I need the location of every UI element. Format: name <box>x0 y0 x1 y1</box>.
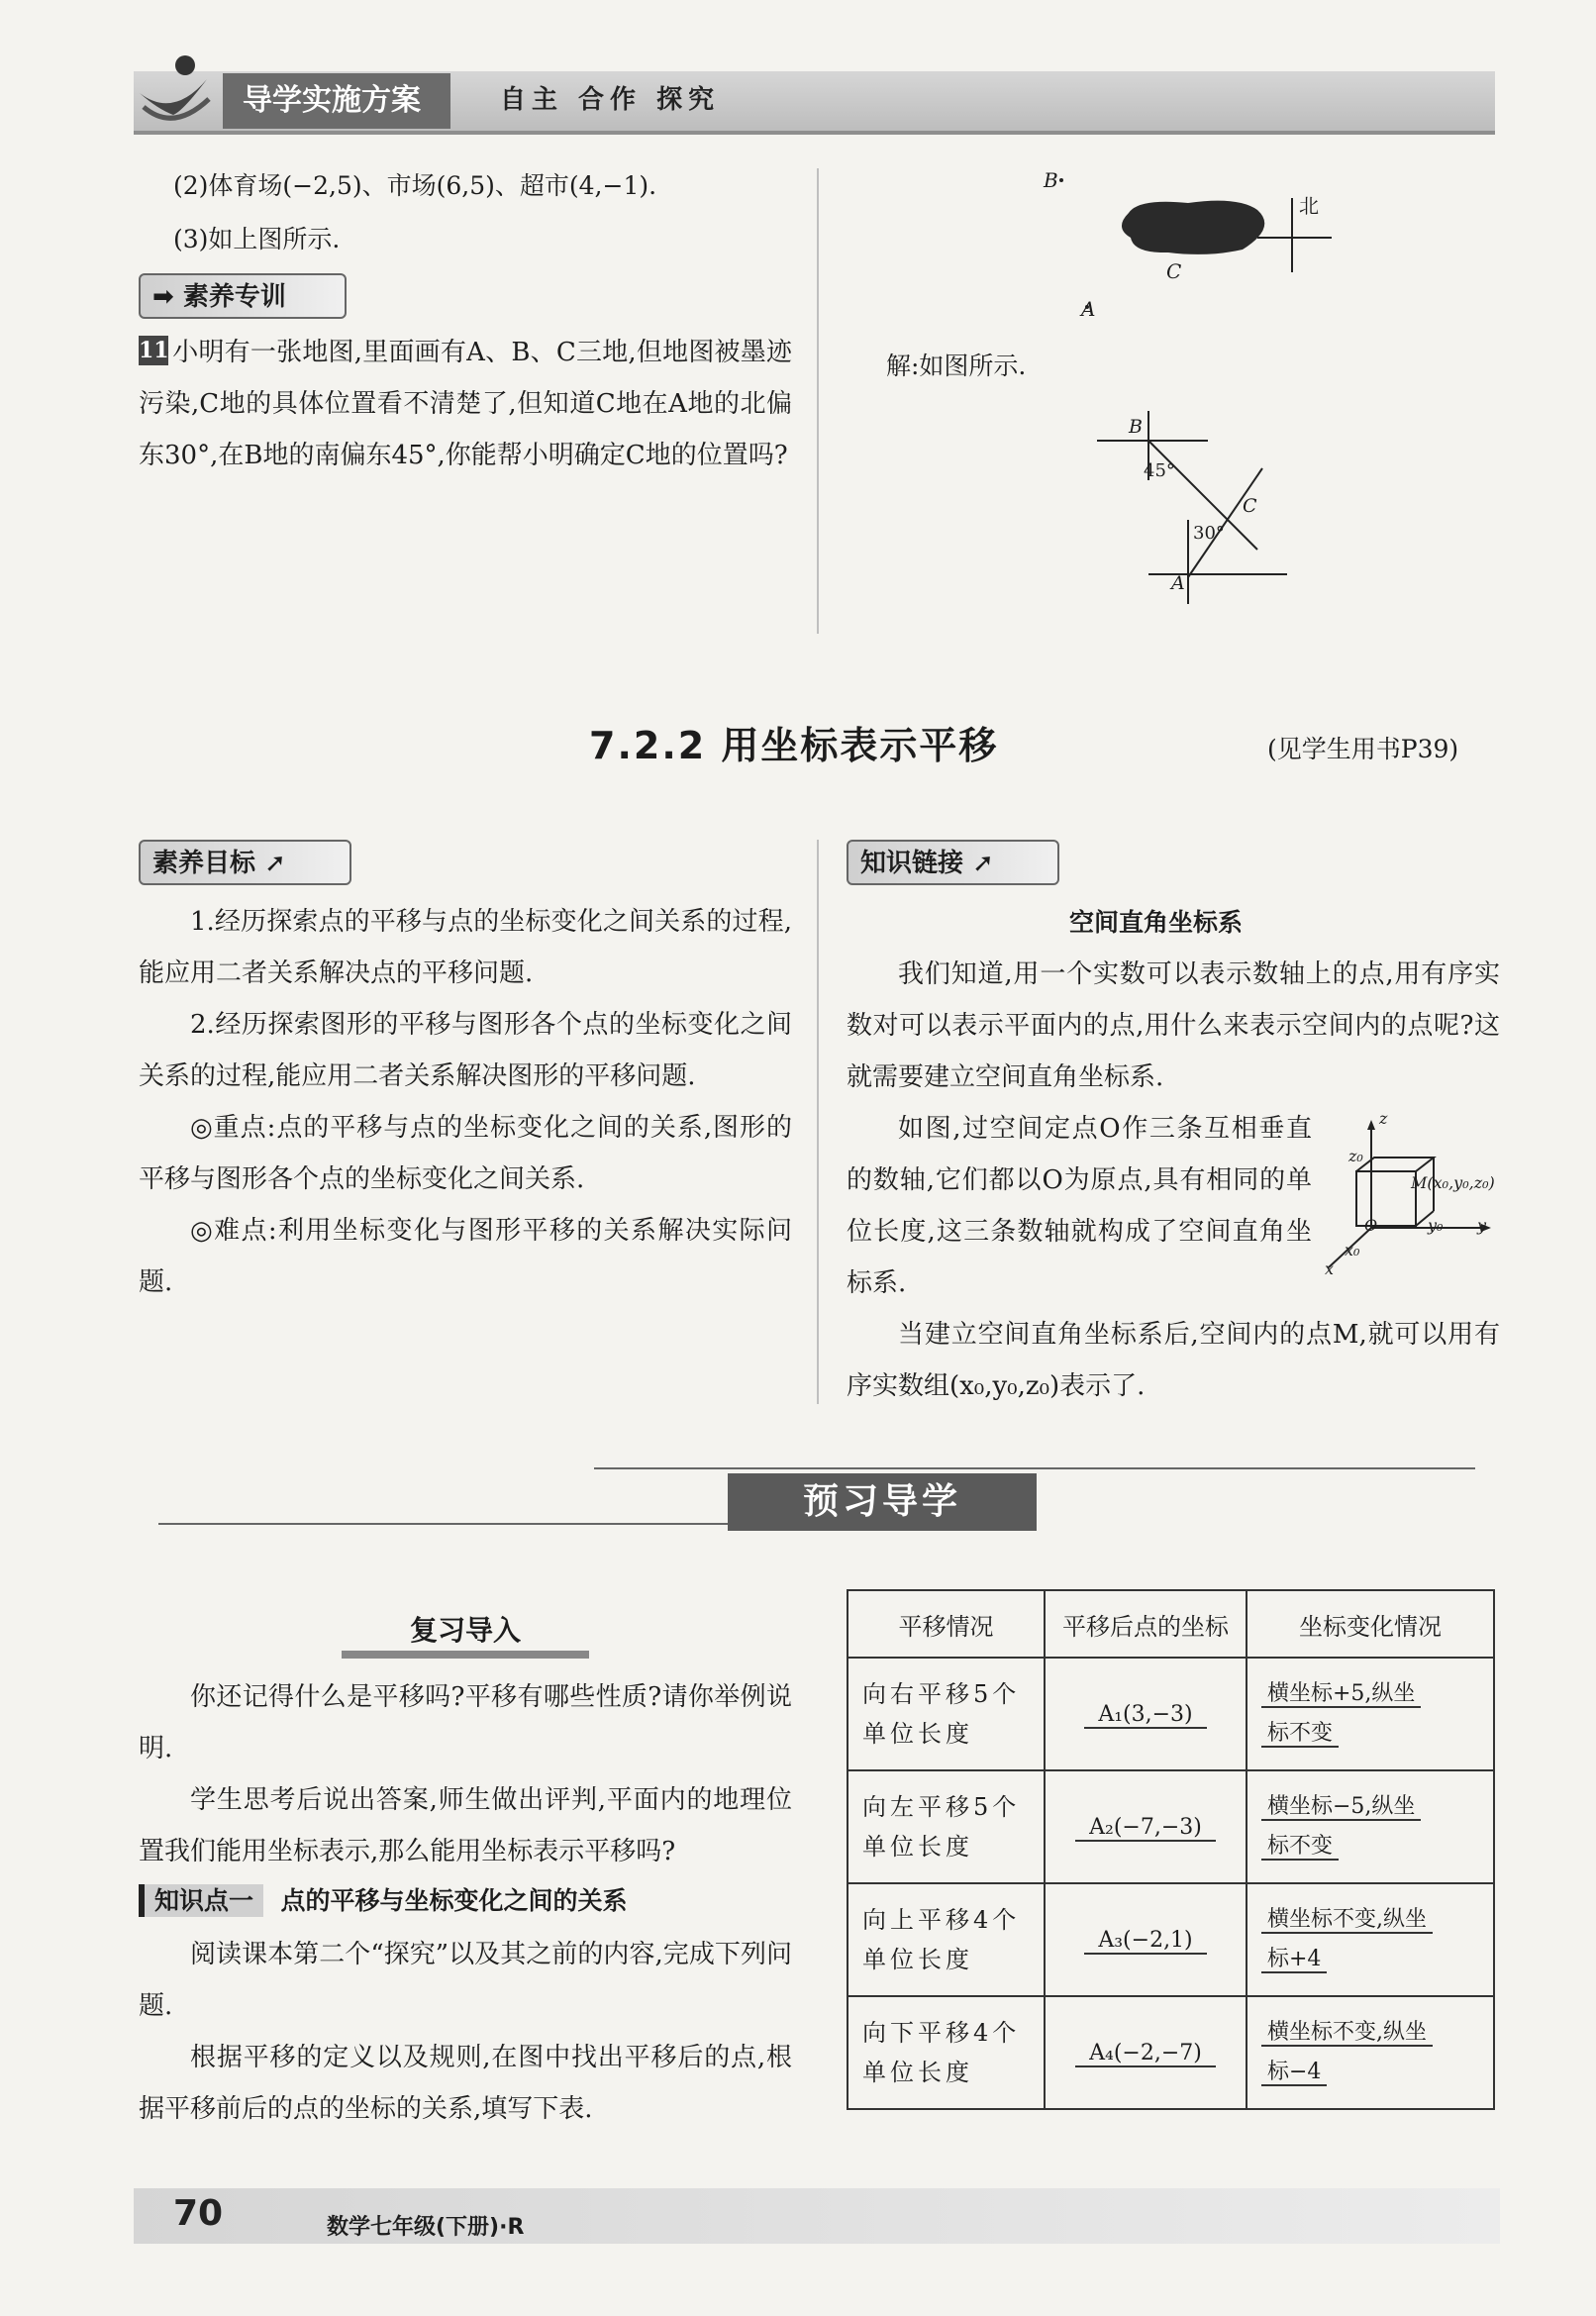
instruction-para-2: 根据平移的定义以及规则,在图中找出平移后的点,根据平移前后的点的坐标的关系,填写下表. <box>139 2043 792 2124</box>
knowledge-point-label: 知识点一 <box>139 1884 263 1917</box>
change-answer-line-1: 横坐标−5,纵坐 <box>1261 1794 1421 1821</box>
change-answer-line-1: 横坐标不变,纵坐 <box>1261 1907 1433 1934</box>
section-tag-goals <box>139 840 351 885</box>
solution-text: 解:如图所示. <box>886 352 1027 380</box>
table-header-row <box>848 1590 1494 1658</box>
fig-label-a: A <box>1171 572 1185 594</box>
header-coordinate: 平移后点的坐标 <box>1045 1590 1247 1658</box>
review-content <box>139 1671 792 1877</box>
knowledge-para-1: 我们知道,用一个实数可以表示数轴上的点,用有序实数对可以表示平面内的点,用什么来表示空间内的点呢?这就需要建立空间直角坐标系. <box>847 959 1500 1092</box>
column-divider-top <box>817 168 819 634</box>
goal-difficulty: ◎难点:利用坐标变化与图形平移的关系解决实际问题. <box>139 1216 792 1297</box>
fig-label-b: B <box>1129 416 1143 438</box>
translation-case: 向上平移4个单位长度 <box>848 1883 1045 1996</box>
change-answer-line-2: 标不变 <box>1261 1721 1339 1748</box>
axis-label-x0: x₀ <box>1345 1241 1360 1259</box>
goal-key-point: ◎重点:点的平移与点的坐标变化之间的关系,图形的平移与图形各个点的坐标变化之间关系. <box>139 1113 792 1194</box>
translation-case: 向右平移5个单位长度 <box>848 1658 1045 1770</box>
column-divider-middle <box>817 840 819 1404</box>
translation-table <box>847 1589 1495 2110</box>
map-label-north: 北 <box>1299 194 1319 218</box>
change-answer-line-2: 标+4 <box>1261 1947 1327 1973</box>
external-arrow-icon: ➚ <box>963 849 994 878</box>
table-row <box>848 1658 1494 1770</box>
knowledge-para-3: 当建立空间直角坐标系后,空间内的点M,就可以用有序实数组(x₀,y₀,z₀)表示了. <box>847 1320 1500 1401</box>
knowledge-title: 空间直角坐标系 <box>1069 908 1244 937</box>
section-reference: (见学生用书P39) <box>1267 735 1459 763</box>
section-tag-label: 知识链接 <box>860 849 964 878</box>
fig-angle-45: 45° <box>1144 460 1175 481</box>
question-text: 小明有一张地图,里面画有A、B、C三地,但地图被墨迹污染,C地的具体位置看不清楚了,但知道C地在A地的北偏东30°,在B地的南偏东45°,你能帮小明确定C地的位置吗? <box>139 338 792 470</box>
coordinate-answer: A₂(−7,−3) <box>1075 1815 1216 1842</box>
fig-angle-30: 30° <box>1193 523 1225 544</box>
change-answer-line-2: 标−4 <box>1261 2060 1327 2086</box>
coordinate-cell <box>1045 1770 1247 1883</box>
question-11 <box>139 327 792 481</box>
answer-line-3: (3)如上图所示. <box>173 225 341 253</box>
section-tag-label: 素养目标 <box>152 849 256 878</box>
review-tag: 复习导入 <box>342 1609 589 1659</box>
axis-label-z: z <box>1379 1109 1388 1128</box>
coordinate-axes-figure <box>1317 1114 1505 1287</box>
translation-case: 向左平移5个单位长度 <box>848 1770 1045 1883</box>
page-number: 70 <box>173 2193 224 2234</box>
goals-content <box>139 896 792 1308</box>
question-number: 11 <box>139 338 169 363</box>
preview-banner: 预习导学 <box>728 1473 1037 1531</box>
change-cell <box>1247 1883 1494 1996</box>
change-answer-line-2: 标不变 <box>1261 1834 1339 1861</box>
book-logo-icon <box>134 50 213 133</box>
map-label-b: B <box>1044 168 1058 192</box>
banner-line-left <box>158 1523 752 1525</box>
section-tag-knowledge <box>847 840 1059 885</box>
instruction-para-1: 阅读课本第二个“探究”以及其之前的内容,完成下列问题. <box>139 1940 792 2021</box>
translation-case: 向下平移4个单位长度 <box>848 1996 1045 2109</box>
header-tags: 自主 合作 探究 <box>500 85 721 115</box>
knowledge-point-title: 点的平移与坐标变化之间的关系 <box>280 1886 628 1915</box>
origin-label: O <box>1364 1216 1378 1235</box>
coordinate-cell <box>1045 1996 1247 2109</box>
banner-line-right <box>594 1467 1475 1469</box>
change-cell <box>1247 1996 1494 2109</box>
review-para-1: 你还记得什么是平移吗?平移有哪些性质?请你举例说明. <box>139 1682 792 1763</box>
arrow-icon: ➡ <box>152 282 183 312</box>
change-answer-line-1: 横坐标不变,纵坐 <box>1261 2020 1433 2047</box>
knowledge-content <box>847 949 1500 1103</box>
coordinate-cell <box>1045 1883 1247 1996</box>
instruction-content <box>139 1929 792 2135</box>
external-arrow-icon: ➚ <box>255 849 286 878</box>
header-case: 平移情况 <box>848 1590 1045 1658</box>
coordinate-answer: A₃(−2,1) <box>1084 1928 1206 1955</box>
solution-figure <box>1089 401 1327 614</box>
book-title: 数学七年级(下册)·R <box>327 2215 525 2240</box>
goal-2: 2.经历探索图形的平移与图形各个点的坐标变化之间关系的过程,能应用二者关系解决图形的平移问题. <box>139 1010 792 1091</box>
knowledge-point-heading <box>139 1881 627 1917</box>
axis-label-x: x <box>1325 1259 1335 1278</box>
header-title: 导学实施方案 <box>223 73 450 129</box>
axis-label-y0: y₀ <box>1428 1216 1444 1235</box>
map-label-a: A <box>1081 297 1096 321</box>
change-cell <box>1247 1658 1494 1770</box>
goal-1: 1.经历探索点的平移与点的坐标变化之间关系的过程,能应用二者关系解决点的平移问题. <box>139 907 792 988</box>
section-tag-literacy <box>139 273 347 319</box>
knowledge-para-2-wrap <box>847 1103 1312 1309</box>
coordinate-cell <box>1045 1658 1247 1770</box>
fig-label-c: C <box>1243 495 1257 517</box>
answer-line-2: (2)体育场(−2,5)、市场(6,5)、超市(4,−1). <box>173 171 657 200</box>
point-label-m: M(x₀,y₀,z₀) <box>1411 1173 1495 1192</box>
header-change: 坐标变化情况 <box>1247 1590 1494 1658</box>
axis-label-z0: z₀ <box>1348 1147 1363 1165</box>
axis-label-y: y <box>1477 1216 1487 1235</box>
section-tag-label: 素养专训 <box>182 282 286 312</box>
table-row <box>848 1883 1494 1996</box>
table-row <box>848 1770 1494 1883</box>
knowledge-para-2: 如图,过空间定点O作三条互相垂直的数轴,它们都以O为原点,具有相同的单位长度,这三条数轴就构成了空间直角坐标系. <box>847 1114 1312 1298</box>
review-para-2: 学生思考后说出答案,师生做出评判,平面内的地理位置我们能用坐标表示,那么能用坐标表示平移吗? <box>139 1785 792 1866</box>
coordinate-answer: A₁(3,−3) <box>1084 1702 1206 1729</box>
knowledge-para-3-wrap <box>847 1309 1500 1412</box>
coordinate-answer: A₄(−2,−7) <box>1075 2041 1216 2067</box>
table-row <box>848 1996 1494 2109</box>
map-label-c: C <box>1166 259 1182 283</box>
change-answer-line-1: 横坐标+5,纵坐 <box>1261 1681 1421 1708</box>
change-cell <box>1247 1770 1494 1883</box>
section-title: 7.2.2 用坐标表示平移 <box>589 724 999 767</box>
